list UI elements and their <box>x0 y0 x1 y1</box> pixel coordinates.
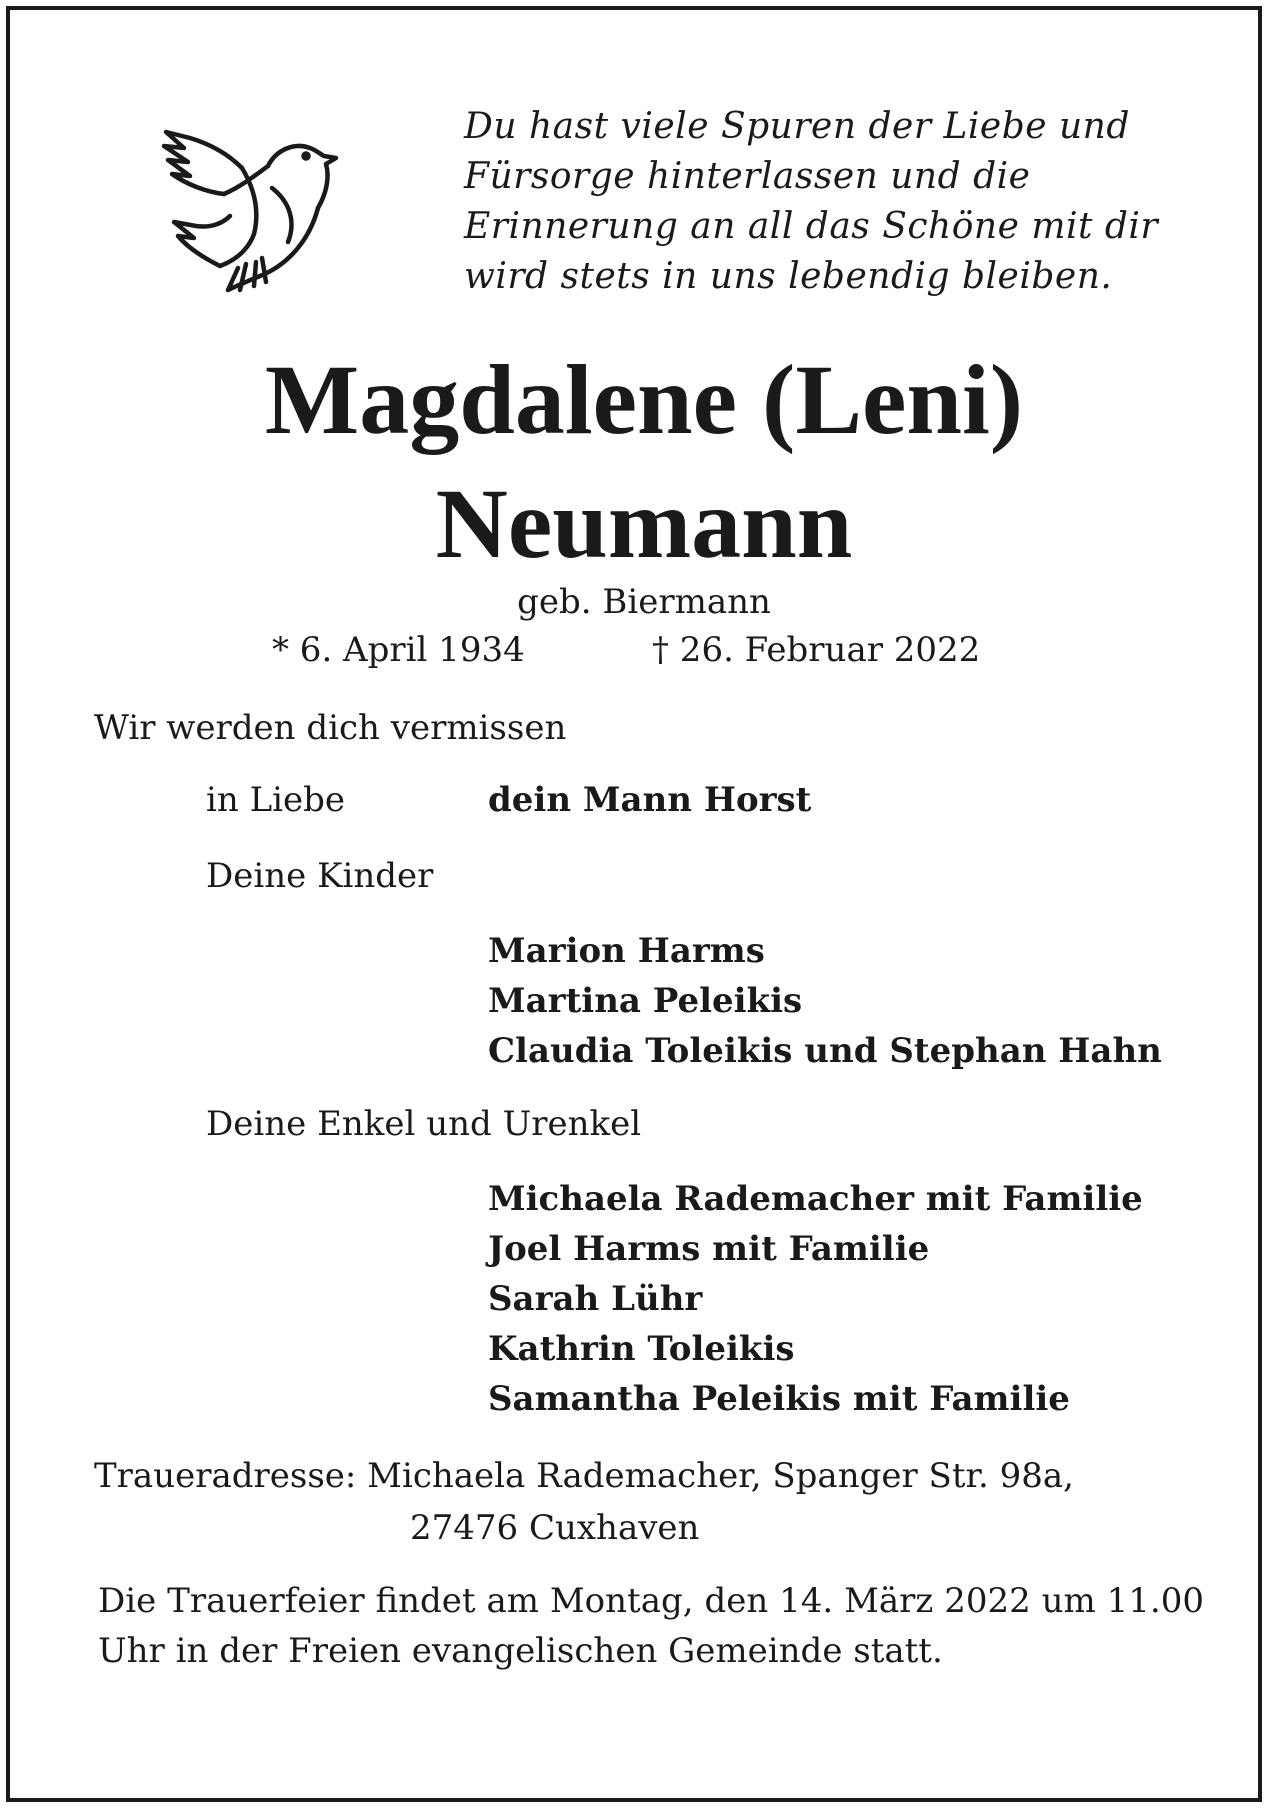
birth-date: * 6. April 1934 <box>272 630 525 670</box>
grandchildren-list <box>488 1174 1143 1424</box>
dove-icon <box>150 118 340 293</box>
husband-label: in Liebe <box>206 780 346 820</box>
list-item: Joel Harms mit Familie <box>488 1229 930 1269</box>
children-list <box>488 926 1162 1076</box>
death-date: † 26. Februar 2022 <box>652 630 981 670</box>
list-item: Michaela Rademacher mit Familie <box>488 1179 1143 1219</box>
quote-line: wird stets in uns lebendig bleiben. <box>464 256 1113 297</box>
children-label: Deine Kinder <box>206 856 434 896</box>
grandchildren-label: Deine Enkel und Urenkel <box>206 1104 642 1144</box>
deceased-name-line1: Magdalene (Leni) <box>264 344 1024 455</box>
list-item: Claudia Toleikis und Stephan Hahn <box>488 1031 1162 1071</box>
quote-line: Du hast viele Spuren der Liebe und <box>464 106 1130 147</box>
list-item: Marion Harms <box>488 931 765 971</box>
quote-line: Fürsorge hinterlassen und die <box>464 156 1031 197</box>
life-dates <box>10 628 1278 674</box>
address-line1: Traueradresse: Michaela Rademacher, Spanger Str. 98a, <box>94 1456 1074 1496</box>
obituary-frame <box>6 6 1262 1802</box>
list-item: Samantha Peleikis mit Familie <box>488 1379 1070 1419</box>
intro-text: Wir werden dich vermissen <box>94 708 567 748</box>
list-item: Martina Peleikis <box>488 981 803 1021</box>
memorial-quote <box>464 102 1224 302</box>
deceased-name-line2: Neumann <box>435 468 853 579</box>
ceremony-notice: Die Trauerfeier findet am Montag, den 14. März 2022 um 11.00 Uhr in der Freien evangelischen Gemeinde statt. <box>98 1581 1204 1671</box>
address-line2: 27476 Cuxhaven <box>410 1508 700 1548</box>
husband-name: dein Mann Horst <box>488 780 812 820</box>
birth-name: geb. Biermann <box>517 582 771 622</box>
list-item: Kathrin Toleikis <box>488 1329 795 1369</box>
quote-line: Erinnerung an all das Schöne mit dir <box>464 206 1159 247</box>
list-item: Sarah Lühr <box>488 1279 703 1319</box>
